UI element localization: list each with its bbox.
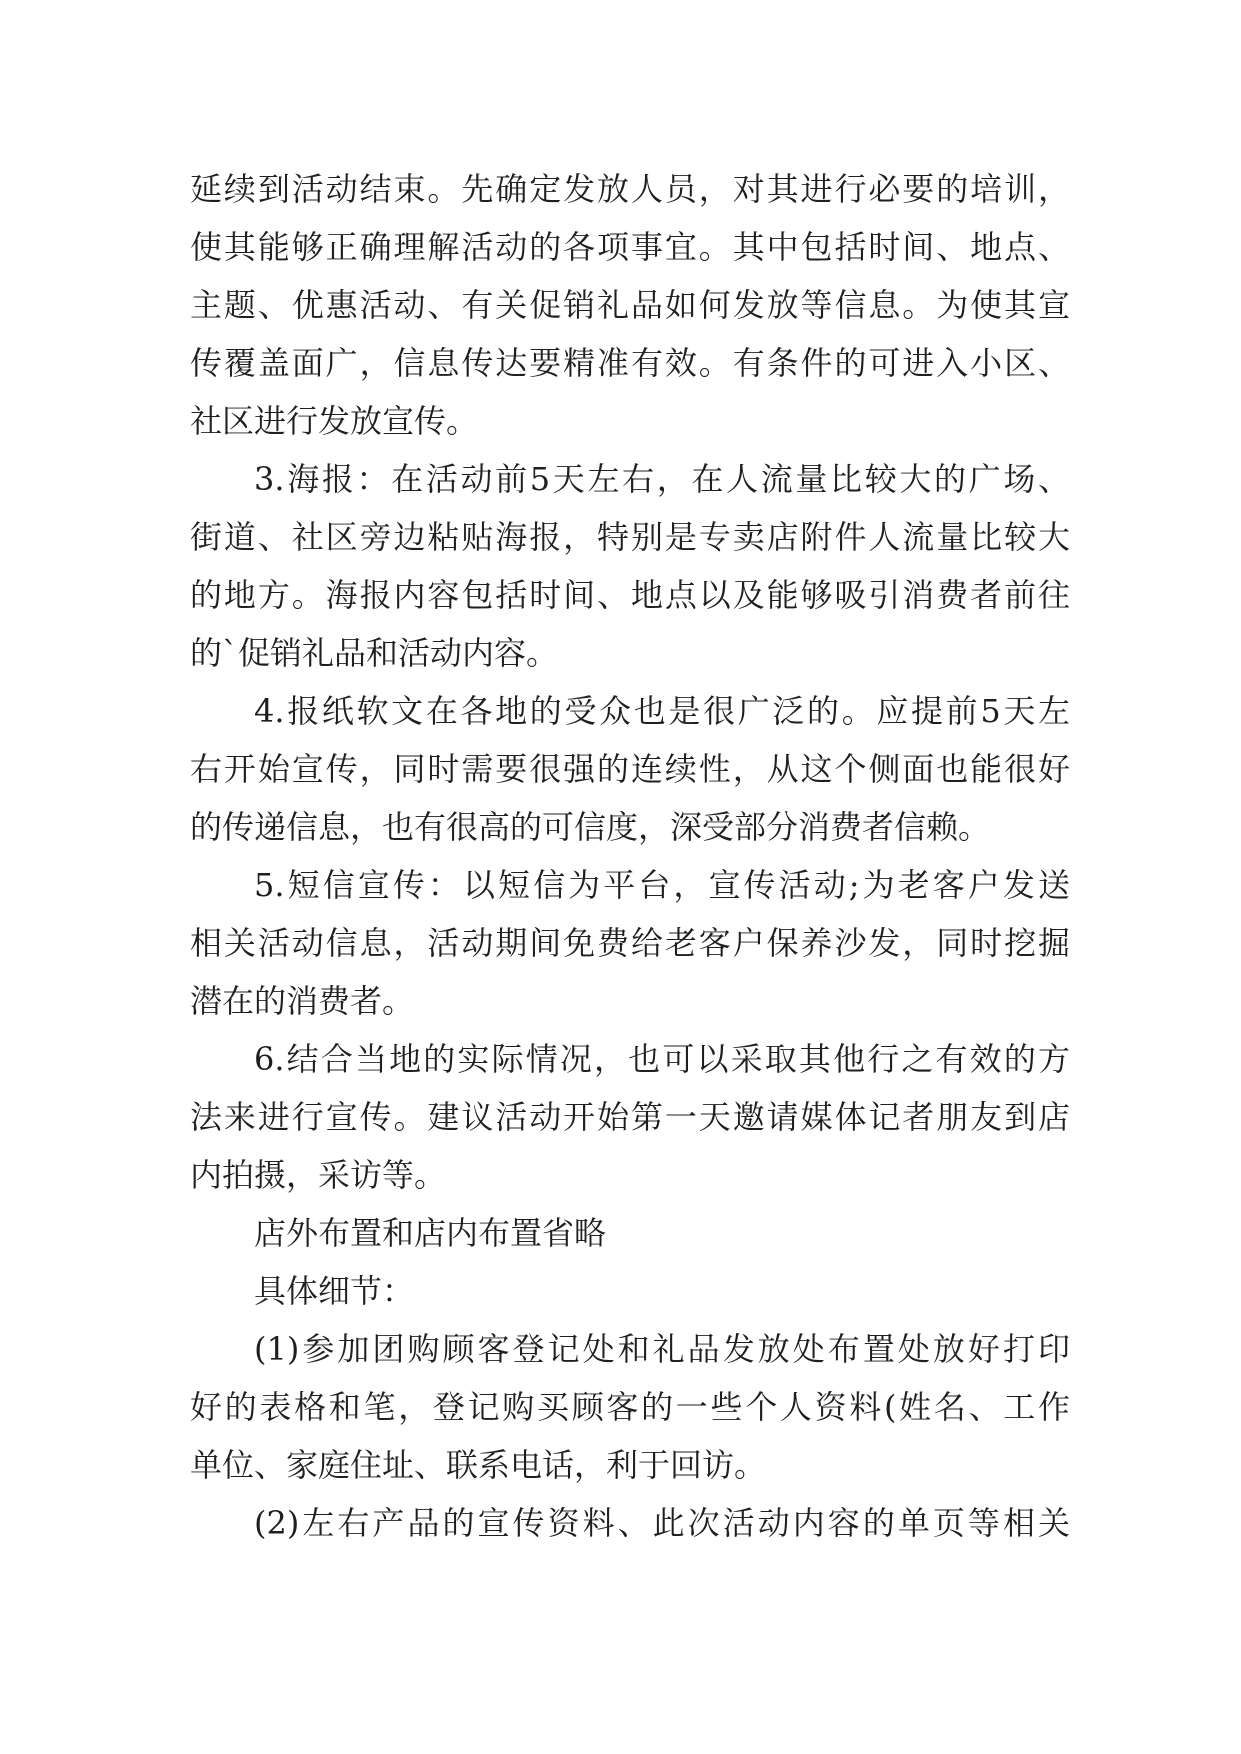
section-line: 店外布置和店内布置省略 (254, 1214, 607, 1252)
paragraph-first-line: 5.短信宣传：以短信为平台，宣传活动;为老客户发送 (254, 866, 1070, 904)
paragraph-first-line: 3.海报：在活动前5天左右，在人流量比较大的广场、 (254, 460, 1070, 498)
text-line: 单位、家庭住址、联系电话，利于回访。 (190, 1446, 767, 1484)
text-line: 相关活动信息，活动期间免费给老客户保养沙发，同时挖掘 (190, 924, 1070, 962)
text-line: 使其能够正确理解活动的各项事宜。其中包括时间、地点、 (190, 228, 1070, 266)
section-line: 具体细节： (254, 1272, 415, 1310)
paragraph-first-line: 4.报纸软文在各地的受众也是很广泛的。应提前5天左 (254, 692, 1070, 730)
text-line: 街道、社区旁边粘贴海报，特别是专卖店附件人流量比较大 (190, 518, 1070, 556)
text-line: 社区进行发放宣传。 (190, 402, 479, 440)
paragraph-first-line: 6.结合当地的实际情况，也可以采取其他行之有效的方 (254, 1040, 1070, 1078)
paragraph-first-line: (2)左右产品的宣传资料、此次活动内容的单页等相关 (254, 1504, 1070, 1542)
text-line: 潜在的消费者。 (190, 982, 415, 1020)
text-line: 延续到活动结束。先确定发放人员，对其进行必要的培训， (190, 170, 1070, 208)
text-line: 法来进行宣传。建议活动开始第一天邀请媒体记者朋友到店 (190, 1098, 1070, 1136)
text-line: 主题、优惠活动、有关促销礼品如何发放等信息。为使其宣 (190, 286, 1070, 324)
text-line: 的`促销礼品和活动内容。 (190, 634, 559, 672)
text-line: 传覆盖面广，信息传达要精准有效。有条件的可进入小区、 (190, 344, 1070, 382)
text-line: 内拍摄，采访等。 (190, 1156, 447, 1194)
text-line: 好的表格和笔，登记购买顾客的一些个人资料(姓名、工作 (190, 1388, 1070, 1426)
text-line: 的地方。海报内容包括时间、地点以及能够吸引消费者前往 (190, 576, 1070, 614)
text-line: 的传递信息，也有很高的可信度，深受部分消费者信赖。 (190, 808, 991, 846)
text-line: 右开始宣传，同时需要很强的连续性，从这个侧面也能很好 (190, 750, 1070, 788)
paragraph-first-line: (1)参加团购顾客登记处和礼品发放处布置处放好打印 (254, 1330, 1070, 1368)
